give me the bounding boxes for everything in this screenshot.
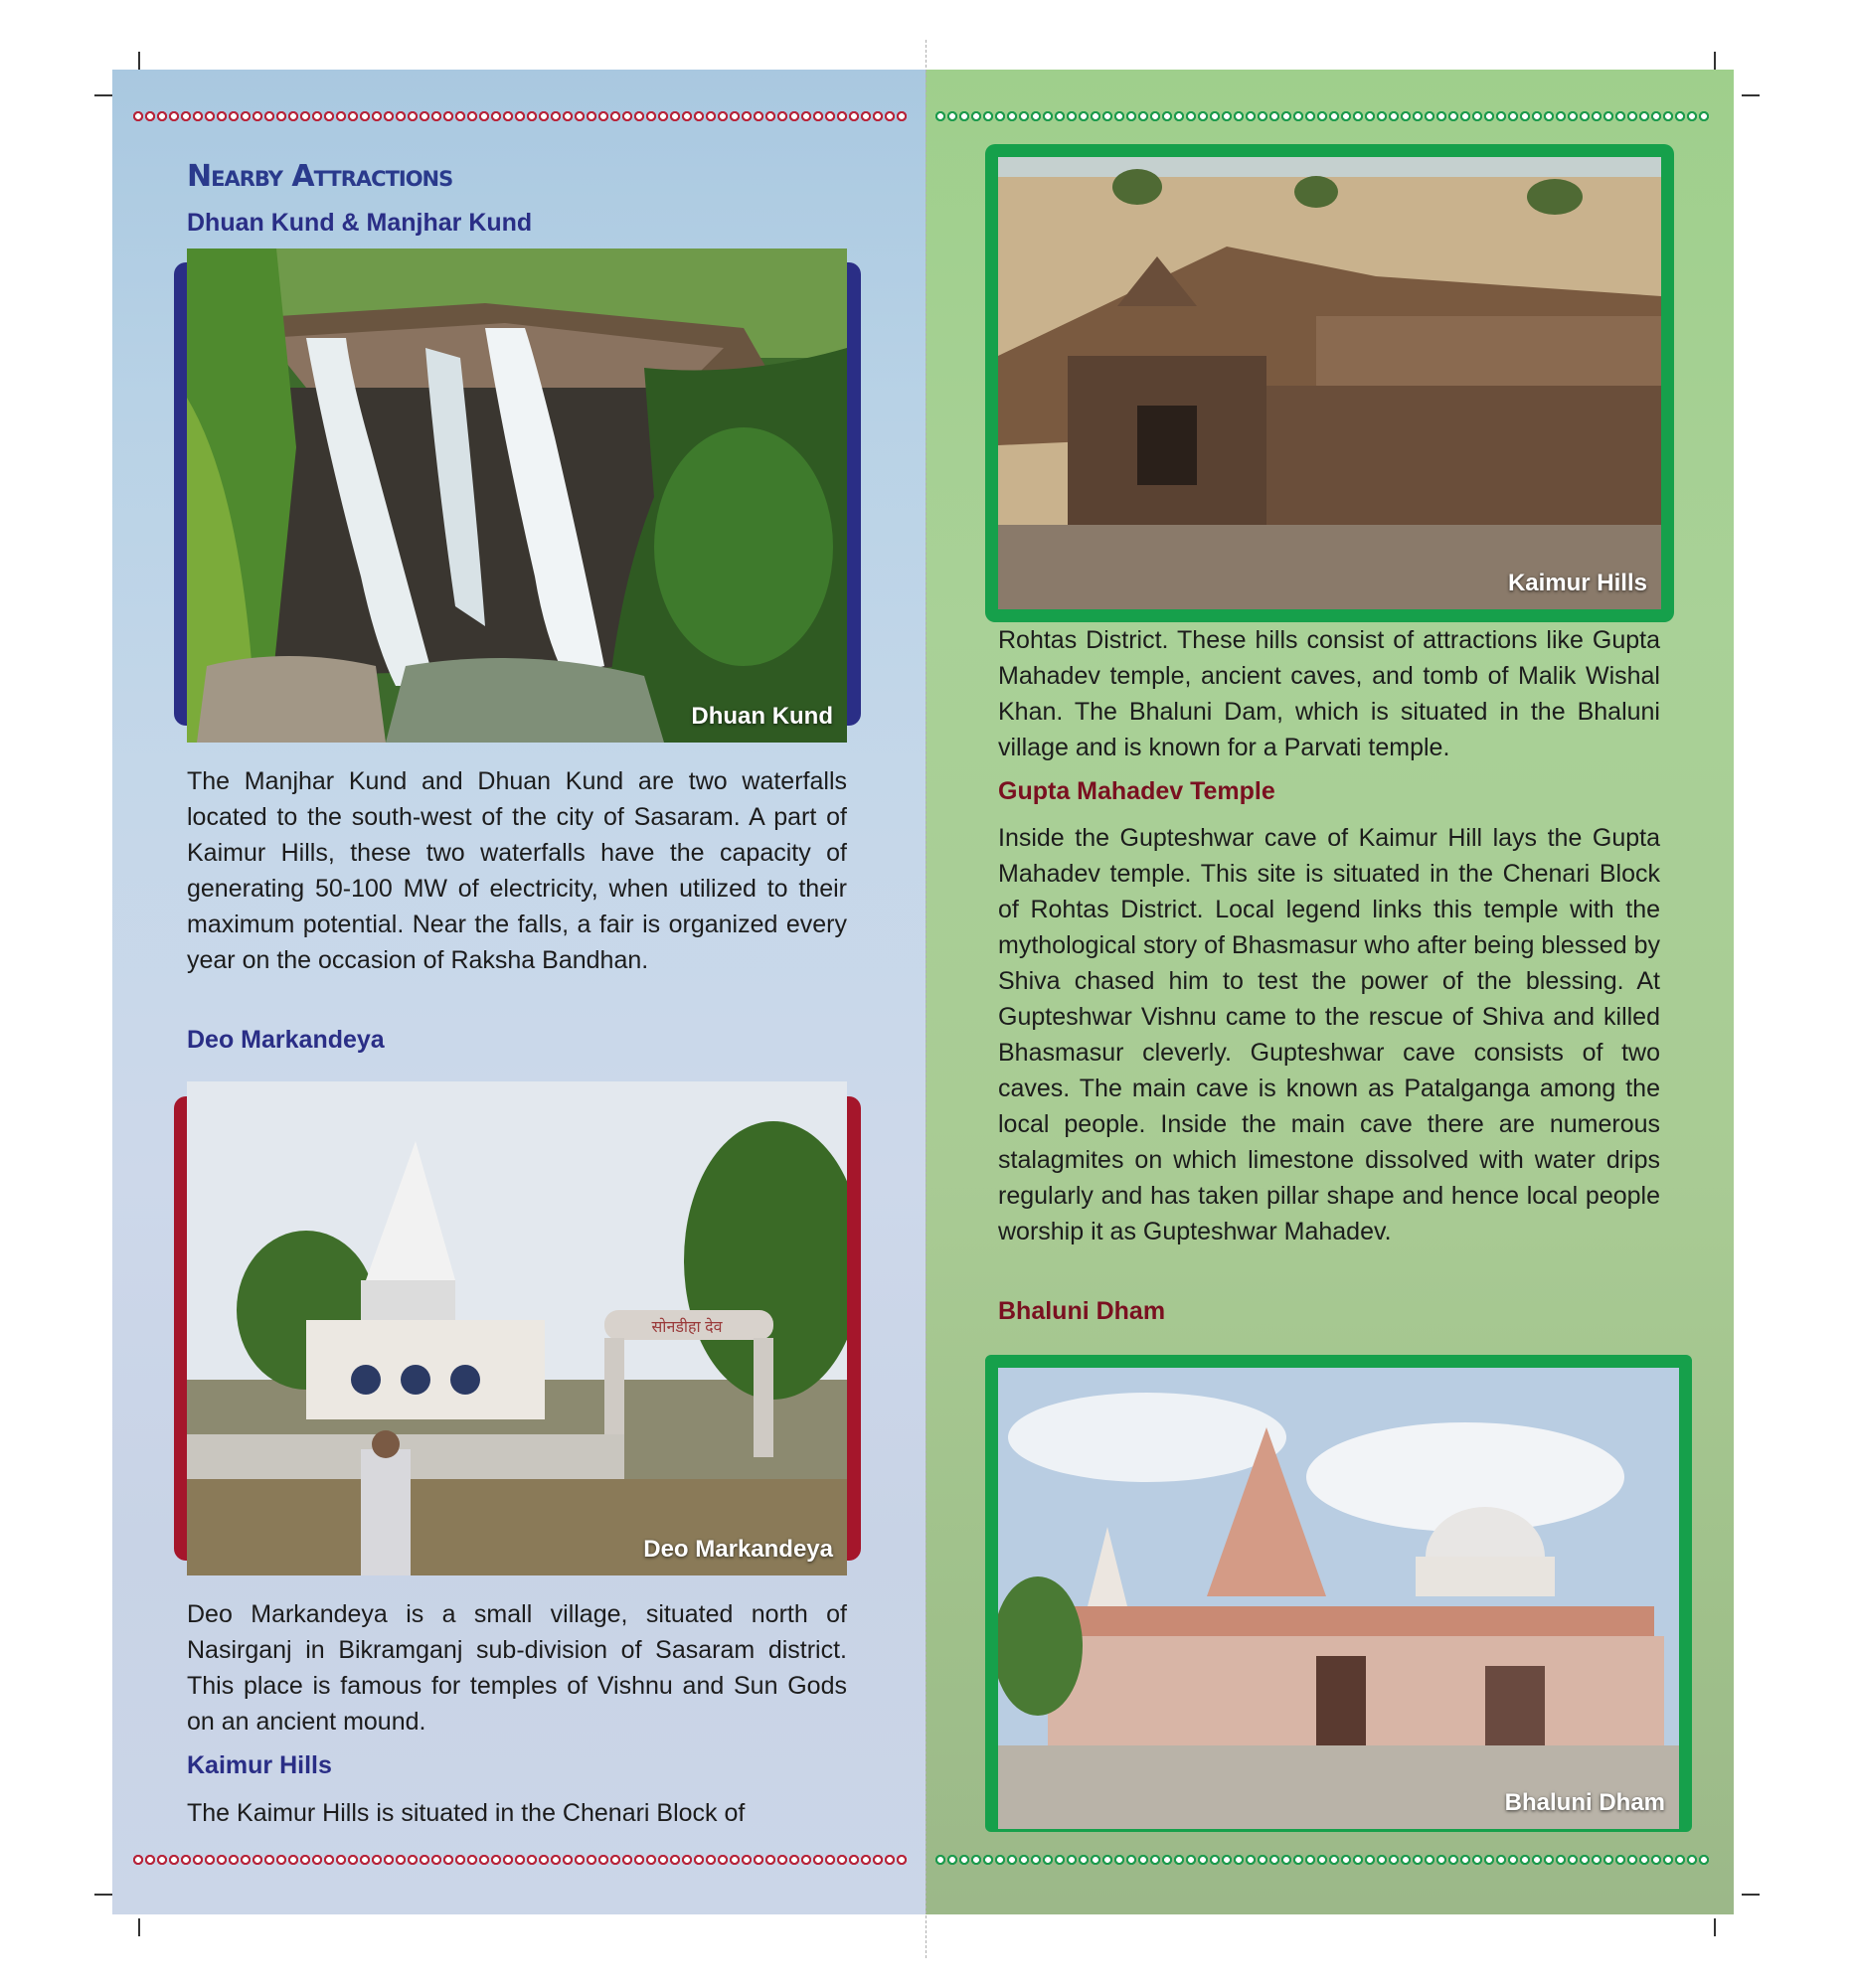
- section-title-gupta: Gupta Mahadev Temple: [998, 777, 1275, 805]
- dotted-border-bottom-right: [934, 1854, 1710, 1866]
- fold-line: [926, 40, 927, 1958]
- photo-caption-kaimur: Kaimur Hills: [1507, 570, 1647, 596]
- kaimur-description-start: The Kaimur Hills is situated in the Chenari Block of: [187, 1799, 746, 1827]
- crop-mark: [1714, 52, 1716, 70]
- dhuan-description: The Manjhar Kund and Dhuan Kund are two waterfalls located to the south-west of the city of Sasaram. A part of Kaimur Hills, these two waterfalls have the capacity of generating 50-100 MW of electricity, when utilized to their maximum potential. Near the falls, a fair is organized every year on the occasion of Raksha Bandhan.: [187, 767, 847, 974]
- crop-mark: [138, 1918, 140, 1936]
- photo-deo-markandeya: [187, 1081, 847, 1575]
- crop-mark: [1742, 1894, 1760, 1896]
- crop-mark: [94, 94, 112, 96]
- photo-caption-deo: Deo Markandeya: [643, 1536, 833, 1563]
- photo-bhaluni-dham: [998, 1368, 1679, 1829]
- crop-mark: [138, 52, 140, 70]
- section-title-deo: Deo Markandeya: [187, 1026, 385, 1054]
- crop-mark: [94, 1894, 112, 1896]
- page-heading: Nearby Attractions: [187, 159, 453, 194]
- crop-mark: [1742, 94, 1760, 96]
- temple-sign-text: सोनडीहा देव: [651, 1319, 723, 1336]
- photo-dhuan-kund: [187, 248, 847, 743]
- section-title-bhaluni: Bhaluni Dham: [998, 1297, 1166, 1325]
- dotted-border-top-right: [934, 110, 1710, 122]
- photo-caption-bhaluni: Bhaluni Dham: [1504, 1789, 1665, 1816]
- section-title-kaimur: Kaimur Hills: [187, 1751, 332, 1779]
- deo-description: Deo Markandeya is a small village, situated north of Nasirganj in Bikramganj sub-division of Sasaram district. This place is famous for temples of Vishnu and Sun Gods on an ancient mound.: [187, 1600, 847, 1736]
- dotted-border-bottom-left: [132, 1854, 908, 1866]
- kaimur-description-continued: Rohtas District. These hills consist of attractions like Gupta Mahadev temple, ancient caves, and tomb of Malik Wishal Khan. The Bhaluni Dam, which is situated in the Bhaluni village and is known for a Parvati temple.: [998, 626, 1660, 761]
- section-title-dhuan: Dhuan Kund & Manjhar Kund: [187, 209, 533, 237]
- gupta-description: Inside the Gupteshwar cave of Kaimur Hill lays the Gupta Mahadev temple. This site is situated in the Chenari Block of Rohtas District. Local legend links this temple with the mythological story of Bhasmasur who after being blessed by Shiva chased him to test the power of the blessing. At Gupteshwar Vishnu came to the rescue of Shiva and killed Bhasmasur cleverly. Gupteshwar cave consists of two caves. The main cave is known as Patalganga among the local people. Inside the main cave there are numerous stalagmites on which limestone dissolved with water drips regularly and has taken pillar shape and hence local people worship it as Gupteshwar Mahadev.: [998, 824, 1660, 1245]
- crop-mark: [1714, 1918, 1716, 1936]
- dotted-border-top-left: [132, 110, 908, 122]
- photo-kaimur-hills: [998, 157, 1661, 609]
- photo-caption-dhuan: Dhuan Kund: [691, 703, 833, 730]
